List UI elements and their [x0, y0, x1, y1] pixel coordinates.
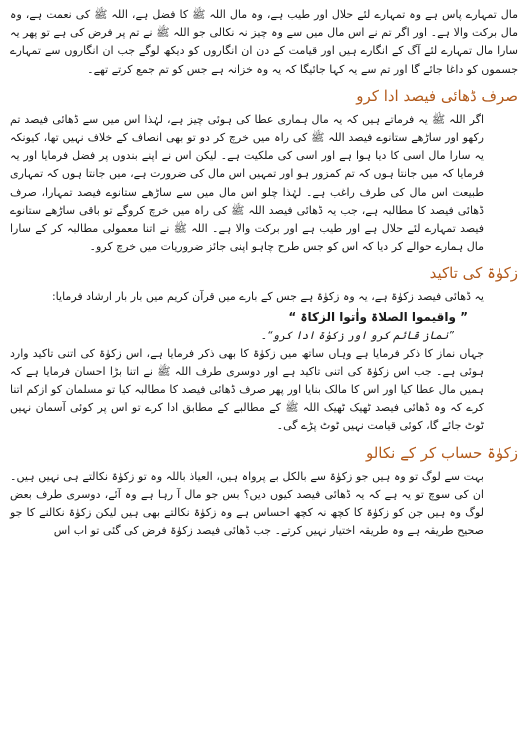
- paragraph-zakat-intro: یہ ڈھائی فیصد زکوٰۃ ہے، یہ وہ زکوٰۃ ہے جس کے بارے میں قرآن کریم میں بار بار ارشاد فرمایا:: [51, 290, 484, 304]
- paragraph-calculate-zakat: بہت سے لوگ تو وہ ہیں جو زکوٰۃ سے بالکل بے پرواہ ہیں، العیاذ باللہ وہ تو زکوٰۃ نکالتے ہی نہیں ہیں۔ ان کی سوچ تو یہ ہے کہ یہ ڈھائی فیصد کیوں دیں؟ بس جو مال آ رہا ہے وہ آئے، دوسری طرف بعض لوگ وہ ہیں جن کو زکوٰۃ کا کچھ نہ کچھ احساس ہے وہ زکوٰۃ نکالتے بھی ہیں لیکن زکوٰۃ نکالنے کا جو صحیح طریقہ ہے وہ طریقہ اختیار نہیں کرتے۔ جب ڈھائی فیصد زکوٰۃ فرض کی گئی تو اب اس: [10, 469, 484, 538]
- paragraph-wealth-is-blessing: مال تمہارے پاس ہے وہ تمہارے لئے حلال اور طیب ہے، وہ مال اللہ ﷺ کا فضل ہے، اللہ ﷺ کی نعمت ہے، وہ مال برکت والا ہے۔ اور اگر تم نے اس مال میں سے وہ چیز نہ نکالی جو اللہ ﷺ نے تم پر فرض کی ہے تو پھر یہ سارا مال تمہارے لئے آگ کے انگارے ہیں اور قیامت کے دن ان انگاروں کو دیکھ لوگے جب ان انگاروں سے تمہارے جسموں کو داغا جائے گا اور تم سے یہ کہا جائیگا کہ یہ وہ خزانہ ہے جس کو تم جمع کرتے تھے۔: [10, 8, 518, 76]
- quran-verse-arabic: ” واقیموا الصلاۃ واٰتوا الزکاۃ “: [288, 309, 468, 324]
- section-heading-pay-two-and-half-percent: صرف ڈھائی فیصد ادا کرو: [356, 86, 518, 105]
- quran-verse-translation: ”نماز قائم کرو اور زکوٰۃ ادا کرو“۔: [260, 328, 454, 342]
- section-heading-calculate-zakat: زکوٰۃ حساب کر کے نکالو: [365, 443, 518, 462]
- paragraph-two-and-half-percent: اگر اللہ ﷺ یہ فرماتے ہیں کہ یہ مال ہماری عطا کی ہوئی چیز ہے، لہٰذا اس میں سے ڈھائی فیصد تم رکھو اور ساڑھے ستانوے فیصد اللہ ﷺ کی راہ میں خرچ کر دو تو بھی انصاف کے خلاف نہیں تھا، کیونکہ یہ سارا مال اسی کا دیا ہوا ہے اور اسی کی ملکیت ہے۔ لیکن اس نے اپنے بندوں پر فضل فرمایا اور یہ فرمایا کہ میں جانتا ہوں کہ تم کمزور ہو اور تمہیں اس مال کی ضرورت ہے، میں جانتا ہوں کہ تمہاری طبیعت اس مال کی طرف راغب ہے۔ لہٰذا چلو اس مال میں سے ساڑھے ستانوے فیصد تمہارا، صرف ڈھائی فیصد کا مطالبہ ہے، جب یہ ڈھائی فیصد اللہ ﷺ کی راہ میں خرچ کروگے تو باقی ساڑھے ستانوے فیصد تمہارے لئے حلال ہے اور طیب ہے اور برکت والا ہے۔ اللہ ﷺ نے اتنا معمولی مطالبہ کر کے سارا مال ہمارے حوالے کر دیا کہ اس کو جس طرح چاہو اپنی جائز ضروریات میں خرچ کرو۔: [10, 112, 484, 254]
- paragraph-zakat-with-prayer: جہاں نماز کا ذکر فرمایا ہے وہاں ساتھ میں زکوٰۃ کا بھی ذکر فرمایا ہے، اس زکوٰۃ کی اتنی تاکید وارد ہوئی ہے۔ جب اس زکوٰۃ کی اتنی تاکید ہے اور دوسری طرف اللہ ﷺ نے اتنا بڑا احسان فرمایا ہے کہ ہمیں مال عطا کیا اور اس کا مالک بنایا اور پھر صرف ڈھائی فیصد کا مطالبہ کیا تو مسلمان کو ازکم اتنا کرے کہ وہ ڈھائی فیصد ٹھیک ٹھیک اللہ ﷺ کے مطالبے کے مطابق ادا کرے تو اس پر کوئی آسمان نہیں ٹوٹ جائے گا، کوئی قیامت نہیں ٹوٹ پڑے گی۔: [10, 346, 484, 433]
- section-heading-zakat-emphasis: زکوٰۃ کی تاکید: [429, 264, 518, 283]
